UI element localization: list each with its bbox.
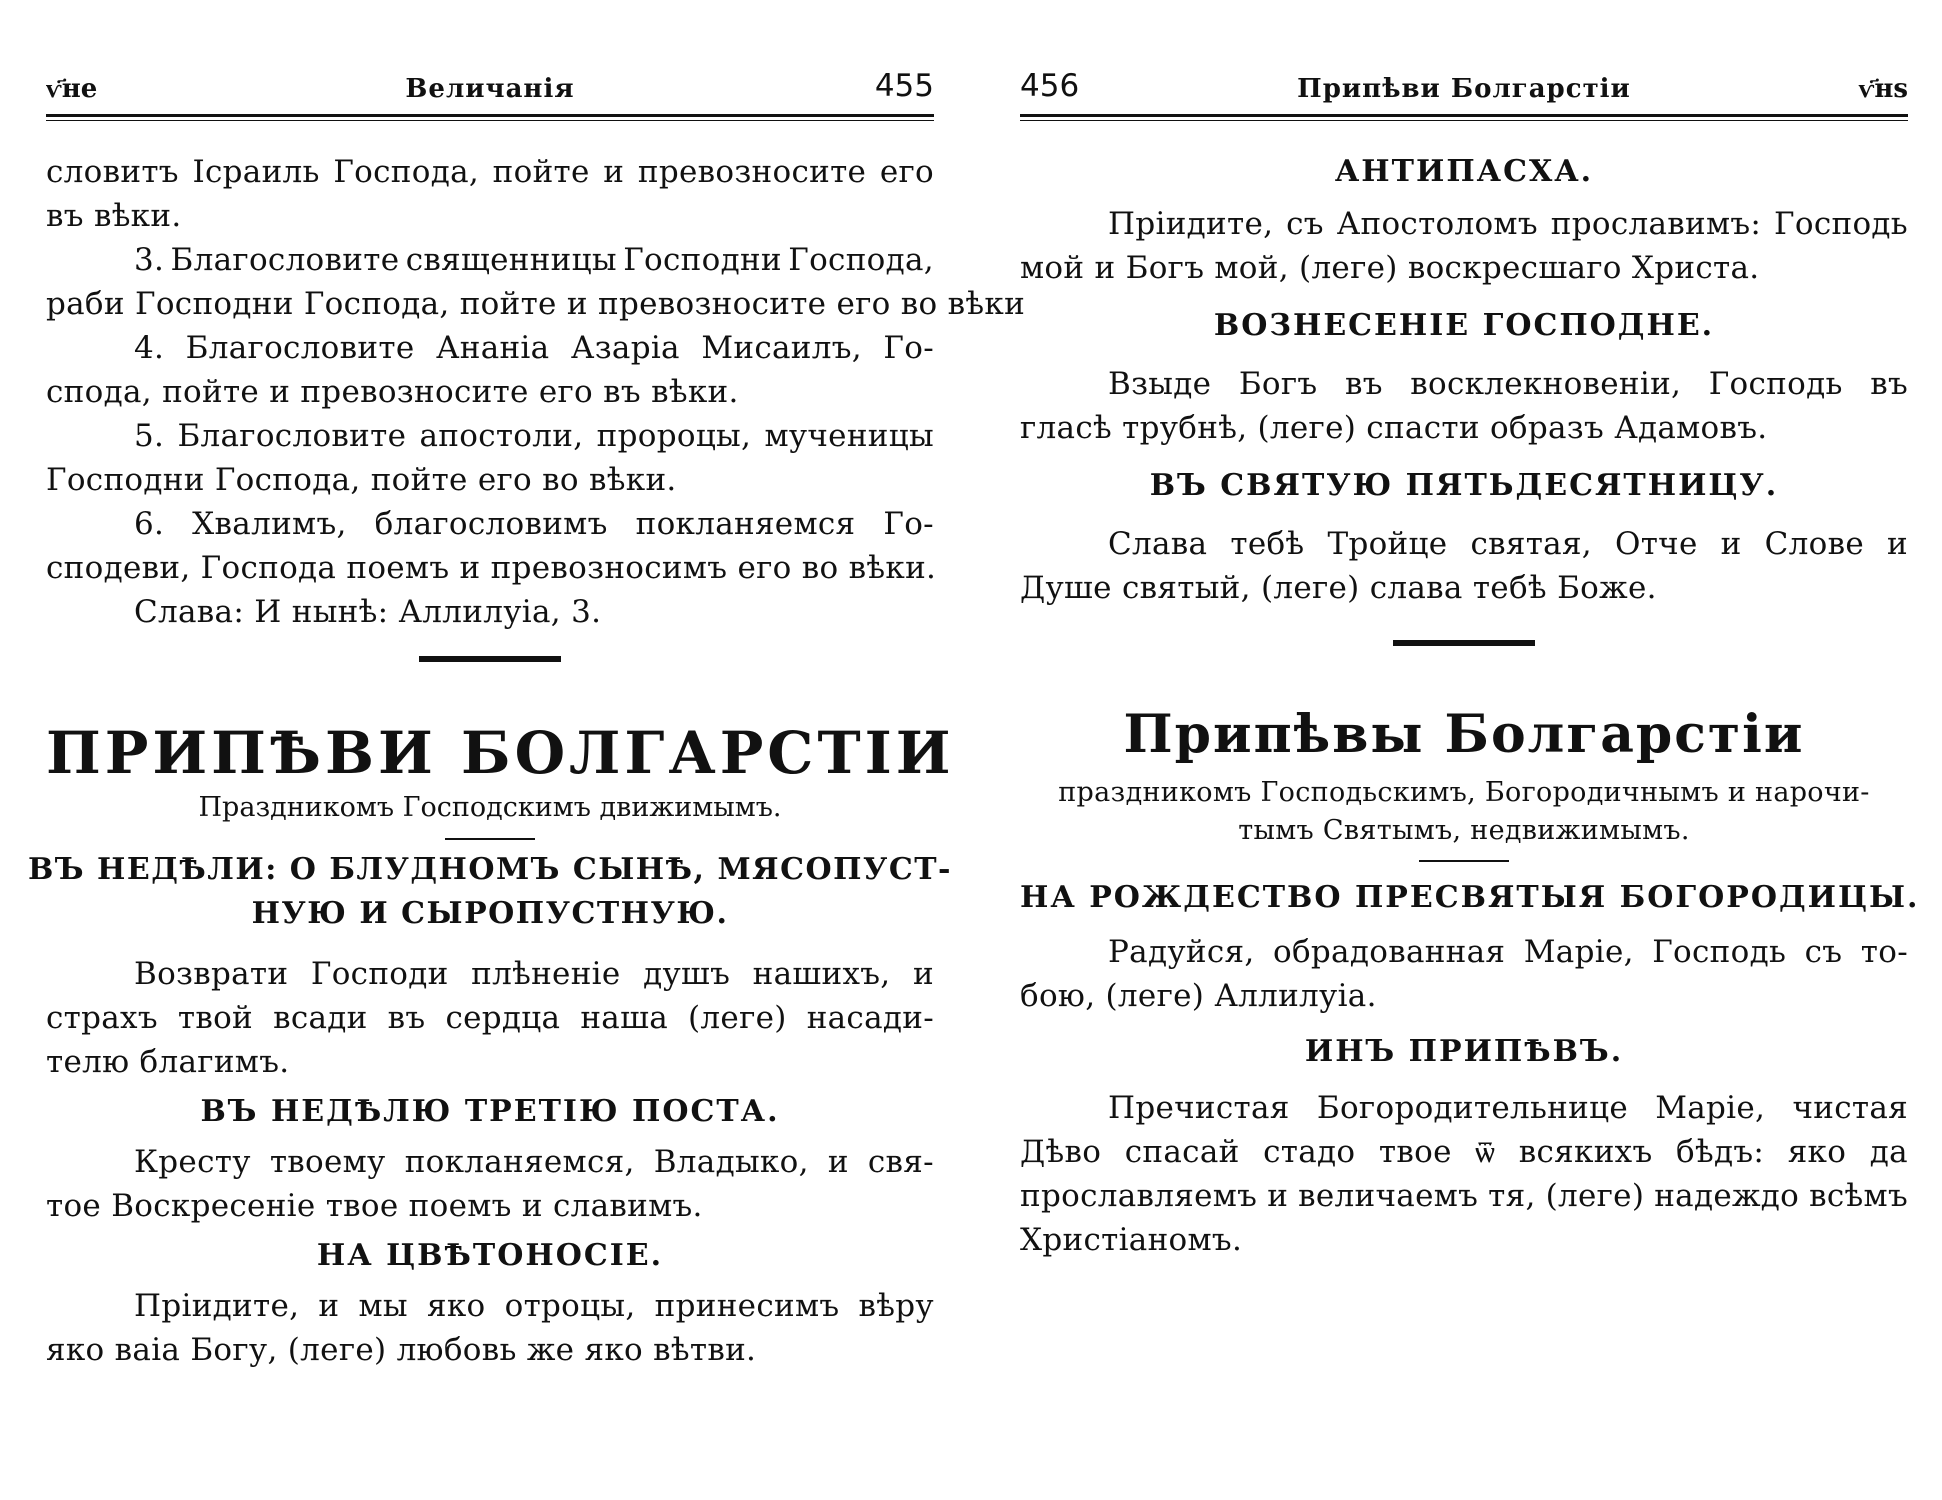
word: Слове [1764,526,1864,562]
word: тое [46,1188,102,1224]
word: любовь [396,1332,517,1368]
word: ВЪ [28,852,86,887]
section-subtitle-immovable [1020,774,1908,850]
left-top-paragraph [46,150,1026,634]
word: принесимъ [654,1288,840,1324]
word: мой, [1214,250,1289,286]
word: Святымъ, [1322,815,1462,846]
word: Господни [623,242,782,278]
word: твоему [269,1144,386,1180]
word: вѣки. [848,550,937,586]
text-line [1020,362,1908,406]
text-line [1020,812,1908,850]
right-running-title: Припѣви Болгарстіи [1297,74,1631,104]
word: въ [603,374,641,410]
word: страхъ [46,1000,158,1036]
word: Адамовъ. [1614,410,1768,446]
word: БЛУДНОМЪ [329,852,561,887]
word: яко [1787,1134,1847,1170]
word: яко [584,1332,643,1368]
word: тебѣ [1472,570,1547,606]
word: Благословите [177,418,407,454]
word: Хвалимъ, [192,506,347,542]
word: недвижимымъ. [1470,815,1690,846]
word: (леге) [287,1332,387,1368]
word: прославимъ: [1550,206,1762,242]
section-title-immovable: Припѣвы Болгарстіи [1123,704,1805,765]
word: Господа, [333,154,480,190]
word: и [1887,526,1908,562]
word: вѣки. [589,462,677,498]
word: Богородительнице [1316,1090,1628,1126]
word: Пріидите, [1108,206,1274,242]
text-line [1020,202,1908,246]
word: твое [325,1188,399,1224]
word: превозносите [597,286,827,322]
word: пойте [162,374,260,410]
word: Владыко, [653,1144,809,1180]
left-header-rule [46,114,934,121]
word: праздникомъ [1058,777,1252,808]
word: апостоли, [419,418,584,454]
word: тебѣ [1230,526,1305,562]
word: пойте [492,154,590,190]
word: яко [46,1332,105,1368]
text-line [1020,1086,1908,1130]
paragraph-nativity-theotokos [1020,930,1908,1018]
word: Господь [1774,206,1908,242]
word: Ісраиль [192,154,320,190]
word: Маріе, [1655,1090,1766,1126]
right-body [1020,150,1920,1262]
word: трубнѣ, [1122,410,1248,446]
word: пророцы, [596,418,752,454]
word: и [913,956,934,992]
word: словитъ [46,154,179,190]
word: и [1094,250,1116,286]
word: бою, [1020,978,1096,1014]
word: Аллилуіа, [398,594,561,630]
word: сердца [445,1000,561,1036]
word: чистая [1792,1090,1908,1126]
word: спода, [46,374,152,410]
word: восклекновеніи, [1410,366,1682,402]
paragraph-palm-sunday [46,1284,934,1372]
word: Господь [1708,366,1843,402]
word: благословимъ [374,506,608,542]
paragraph-prodigal-son [46,952,934,1084]
word: поемъ [346,550,450,586]
text-line [1020,974,1908,1018]
word: въ [46,198,84,234]
word: СЫНѢ, [572,852,706,887]
word: Пречистая [1108,1090,1290,1126]
word: Слава: [134,594,245,630]
left-body [28,150,1026,1372]
word: Пріидите, [134,1288,300,1324]
word: всѣмъ [1809,1178,1908,1214]
text-line [1020,774,1908,812]
word: (леге) [1257,410,1357,446]
word: (леге) [1545,1178,1645,1214]
word: плѣненіе [471,956,621,992]
word: Душе [1020,570,1112,606]
left-running-head [46,70,934,110]
word: Господни [46,462,205,498]
word: надеждо [1654,1178,1800,1214]
word: Возврати [134,956,289,992]
word: Тройце [1327,526,1448,562]
word: вѣру [858,1288,934,1324]
word: покланяемся, [404,1144,635,1180]
word: Богъ [1238,366,1318,402]
text-line [46,1328,934,1372]
word: (леге) [1105,978,1205,1014]
word: свя- [867,1144,934,1180]
word: нашихъ, [752,956,891,992]
word: нарочи- [1755,777,1870,808]
word: Христіаномъ. [1020,1222,1243,1258]
word: НЕДѢЛИ: [97,852,278,887]
word: И [254,594,282,630]
word: Радуйся, [1108,934,1255,970]
paragraph-third-week-lent [46,1140,934,1228]
word: во [542,462,579,498]
word: святая, [1470,526,1592,562]
word: Слава [1108,526,1208,562]
word: тя, [1488,1178,1536,1214]
text-line [1020,246,1908,290]
word: ваіа [114,1332,181,1368]
word: и [521,1188,543,1224]
word: Господи [310,956,449,992]
word: и [269,374,291,410]
word: 4. [134,330,165,366]
word: обрадованная [1272,934,1506,970]
word: сподеви, [46,550,191,586]
word: Богу, [190,1332,278,1368]
section-title-movable: ПРИПѢВИ БОЛГАРСТІИ [46,719,955,787]
word: твой [177,1000,254,1036]
word: твое [1378,1134,1452,1170]
word: и [566,286,588,322]
text-line [1020,566,1908,610]
word: стадо [1263,1134,1356,1170]
word: да [1869,1134,1908,1170]
word: всади [273,1000,368,1036]
word: же [526,1332,575,1368]
word: бѣдъ: [1676,1134,1765,1170]
word: 3. [571,594,602,630]
word: во [900,286,938,322]
text-line [46,892,934,936]
word: Богъ [1125,250,1205,286]
heading-ascension: ВОЗНЕСЕНІЕ ГОСПОДНЕ. [1213,308,1715,343]
text-line [1020,1174,1908,1218]
word: съ [1804,934,1843,970]
right-page [1020,0,1920,1500]
word: вѣтви. [653,1332,757,1368]
word: поемъ [408,1188,512,1224]
paragraph-pentecost [1020,522,1908,610]
word: душъ [643,956,731,992]
section-subtitle-movable: Праздникомъ Господскимъ движимымъ. [198,792,782,823]
text-line [46,326,934,370]
word: наша [580,1000,668,1036]
word: Мисаилъ, [701,330,862,366]
word: образъ [1489,410,1605,446]
word: превозносите [300,374,529,410]
word: 6. [134,506,165,542]
text-line [46,282,1026,326]
word: Господни [135,286,294,322]
text-line [46,414,934,458]
word: и [827,1144,849,1180]
text-line [1020,406,1908,450]
word: пойте [370,462,468,498]
text-line [1020,522,1908,566]
word: гласѣ [1020,410,1112,446]
text-line [46,1184,934,1228]
left-page [28,0,1026,1500]
word: его [737,550,792,586]
word: всякихъ [1518,1134,1653,1170]
word: и [1720,526,1742,562]
word: раби [46,286,125,322]
word: Кресту [134,1144,251,1180]
word: МЯСОПУСТ- [717,852,952,887]
word: Го- [883,506,934,542]
word: Азаріа [570,330,680,366]
word: нынѣ: [291,594,389,630]
text-line [46,150,934,194]
word: его [879,154,934,190]
text-line [46,1140,934,1184]
word: прославляемъ [1020,1178,1258,1214]
word: и [1727,777,1747,808]
word: О [289,852,318,887]
text-line [46,996,934,1040]
word: воскресшаго [1407,250,1622,286]
word: Господа, [788,242,934,278]
word: его [538,374,593,410]
word: то- [1860,934,1908,970]
heading-palm-sunday: НА ЦВѢТОНОСІЕ. [316,1238,664,1273]
word: Господа, [214,462,361,498]
text-line [1020,1218,1908,1262]
word: Господьскимъ, [1260,777,1476,808]
word: вѣки. [93,198,182,234]
word: Маріе, [1523,934,1634,970]
heading-nativity-theotokos: НА РОЖДЕСТВО ПРЕСВЯТЫЯ БОГОРОДИЦЫ. [1020,880,1920,915]
word: 3. [134,242,165,278]
word: Господа [200,550,337,586]
word: Богородичнымъ [1484,777,1719,808]
word: съ [1286,206,1324,242]
word: (леге) [1260,570,1360,606]
word: спасай [1124,1134,1240,1170]
word: Благословите [185,330,415,366]
heading-third-week-lent: ВЪ НЕДѢЛЮ ТРЕТІЮ ПОСТА. [200,1094,780,1129]
word: мы [358,1288,408,1324]
word: вѣки [947,286,1026,322]
heading-other-refrain: ИНЪ ПРИПѢВЪ. [1304,1034,1624,1069]
left-running-title: Величанія [405,74,575,104]
word: СЫРОПУСТНУЮ. [401,896,729,931]
word: слава [1369,570,1463,606]
word: славимъ. [552,1188,703,1224]
text-line [46,502,934,546]
word: мой [1020,250,1085,286]
heading-pentecost: ВЪ СВЯТУЮ ПЯТЬДЕСЯТНИЦУ. [1149,468,1779,503]
word: Отче [1614,526,1698,562]
word: его [477,462,532,498]
text-line [46,546,937,590]
word: Господь [1652,934,1787,970]
word: мученицы [764,418,934,454]
paragraph-antipascha [1020,202,1908,290]
word: Господа, [303,286,450,322]
text-line [46,370,934,414]
word: Воскресеніе [111,1188,316,1224]
word: и [459,550,481,586]
word: покланяемся [635,506,856,542]
word: насади- [806,1000,934,1036]
word: величаемъ [1298,1178,1479,1214]
paragraph-other-refrain [1020,1086,1908,1262]
word: благимъ. [139,1044,290,1080]
word: тымъ [1238,815,1315,846]
word: спасти [1366,410,1480,446]
word: во [801,550,839,586]
text-line [46,458,934,502]
text-line [46,952,934,996]
word: НУЮ [251,896,348,931]
text-line [46,590,934,634]
word: 5. [134,418,165,454]
word: ѿ [1475,1134,1496,1170]
word: (леге) [1299,250,1398,286]
left-page-number: 455 [874,68,934,104]
word: пойте [459,286,557,322]
text-line [46,1040,934,1084]
word: священницы [405,242,617,278]
word: святый, [1121,570,1251,606]
right-running-head [1020,70,1908,110]
word: и [318,1288,340,1324]
text-line [46,1284,934,1328]
word: Ананіа [435,330,550,366]
word: въ [387,1000,426,1036]
paragraph-ascension [1020,362,1908,450]
word: и [603,154,625,190]
word: и [1267,1178,1289,1214]
word: Боже. [1557,570,1657,606]
right-header-rule [1020,114,1908,121]
heading-antipascha: АНТИПАСХА. [1334,154,1594,189]
word: превозносимъ [490,550,728,586]
word: Взыде [1108,366,1212,402]
text-line [46,194,934,238]
text-line [28,848,952,892]
word: вѣки. [651,374,739,410]
heading-prodigal-son [28,848,952,936]
word: въ [1344,366,1383,402]
word: Го- [883,330,934,366]
word: его [836,286,891,322]
word: Аллилуіа. [1214,978,1377,1014]
text-line [1020,930,1908,974]
right-page-number: 456 [1020,68,1080,104]
word: Благословите [170,242,400,278]
word: превозносите [637,154,867,190]
word: И [359,896,390,931]
word: въ [1870,366,1908,402]
word: телю [46,1044,130,1080]
word: (леге) [688,1000,787,1036]
word: Дѣво [1020,1134,1102,1170]
left-folio-slavonic: ѵ҃не [46,74,98,104]
text-line [1020,1130,1908,1174]
word: яко [427,1288,486,1324]
word: Апостоломъ [1336,206,1538,242]
text-line [46,238,934,282]
right-folio-slavonic: ѵ҃нѕ [1858,74,1908,104]
word: отроцы, [504,1288,636,1324]
word: Христа. [1631,250,1760,286]
